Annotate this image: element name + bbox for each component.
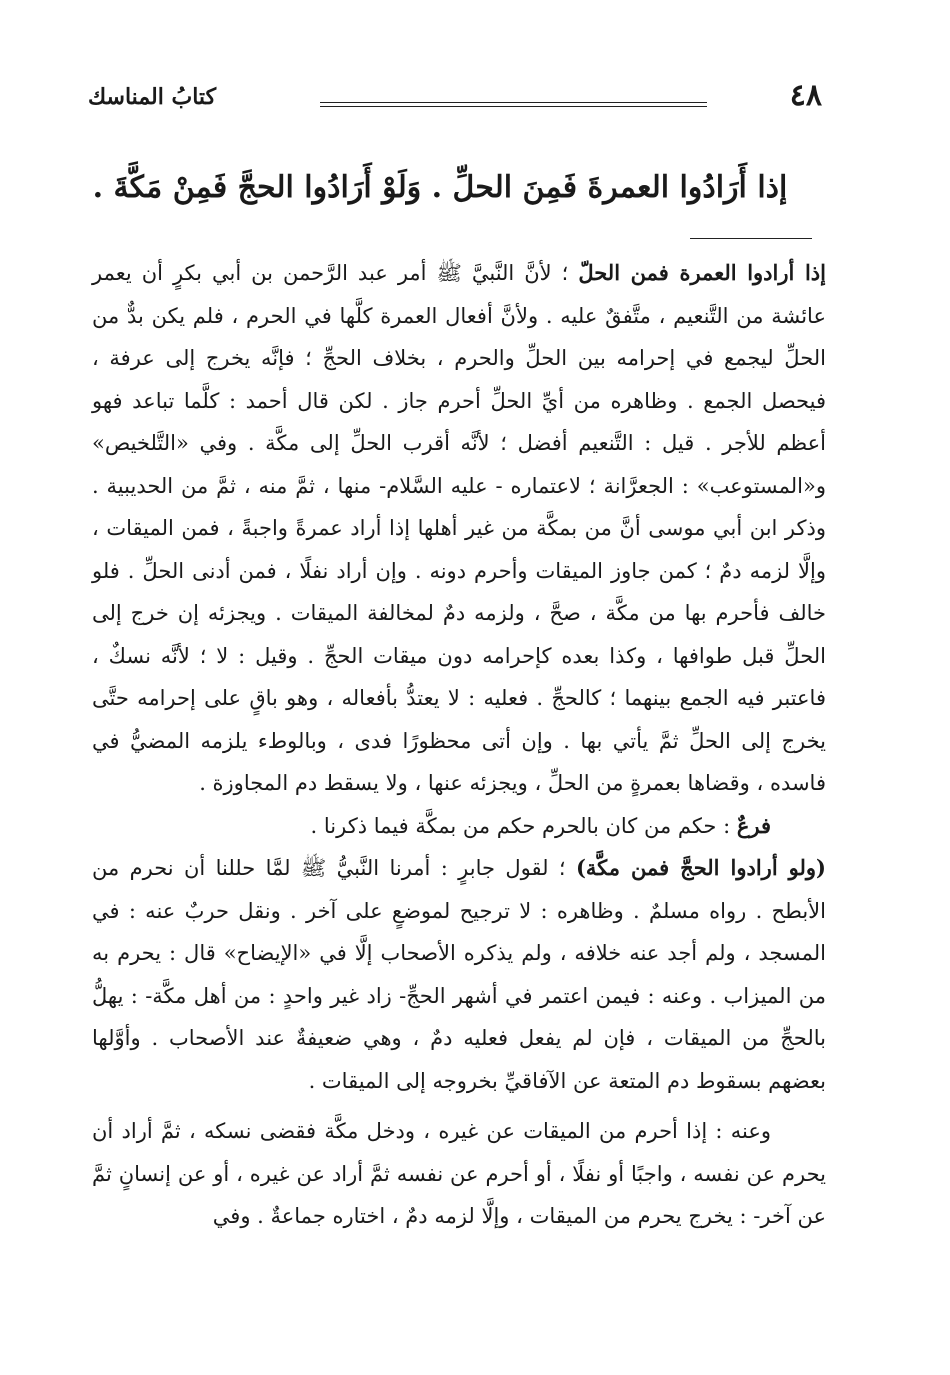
lemma-hajj: (ولو أرادوا الحجَّ فمن مكَّة) [575,855,826,880]
paragraph-wa-anhu [92,1110,826,1238]
commentary-body [92,252,826,1238]
paragraph-text: : حكم من كان بالحرم حكم من بمكَّة فيما ذكرنا . [310,813,737,838]
lemma-umrah: إذا أرادوا العمرة فمن الحلّ [578,260,826,285]
running-title: كتابُ المناسك [88,84,217,110]
matn-text: إذا أَرَادُوا العمرةَ فَمِنَ الحلِّ . وَلَوْ أَرَادُوا الحجَّ فَمِنْ مَكَّةَ . [92,170,788,205]
paragraph-text: وعنه : إذا أحرم من الميقات عن غيره ، ودخل مكَّة فقضى نسكه ، ثمَّ أراد أن يحرم عن نفسه ، واجبًا أو نفلًا ، أو أحرم عن نفسه ثمَّ أراد عن غيره ، أو عن إنسانٍ ثمَّ عن آخر- : يخرج يحرم من الميقات ، وإلَّا لزمه دمٌ ، اختاره جماعةٌ . وفي [92,1119,826,1228]
matn-separator [690,238,812,239]
lemma-far: فرعٌ [736,812,771,838]
header-rule [320,102,707,107]
paragraph-hajj [92,847,826,1102]
paragraph-far [92,805,826,848]
paragraph-text: ؛ لقول جابرٍ : أمرنا النَّبيُّ ﷺ لمَّا حللنا أن نحرم من الأبطح . رواه مسلمٌ . وظاهره : لا ترجيح لموضعٍ على آخر . ونقل حربٌ عنه : في المسجد ، ولم أجد عنه خلافه ، ولم يذكره الأصحاب إلَّا في «الإيضاح» قال : يحرم به من الميزاب . وعنه : فيمن اعتمر في أشهر الحجِّ- زاد غير واحدٍ : من أهل مكَّة- : يهلُّ بالحجِّ من الميقات ، فإن لم يفعل فعليه دمٌ ، وهي ضعيفةٌ عند الأصحاب . وأوَّلها بعضهم بسقوط دم المتعة عن الآفاقيِّ بخروجه إلى الميقات . [92,856,826,1093]
page-number: ٤٨ [789,78,822,113]
paragraph-text: ؛ لأنَّ النَّبيَّ ﷺ أمر عبد الرَّحمن بن أبي بكرٍ أن يعمر عائشة من التَّنعيم ، متَّفقٌ عليه . ولأنَّ أفعال العمرة كلَّها في الحرم ، فلم يكن بدٌّ من الحلِّ ليجمع في إحرامه بين الحلِّ والحرم ، بخلاف الحجِّ ؛ فإنَّه يخرج إلى عرفة ، فيحصل الجمع . وظاهره من أيِّ الحلِّ أحرم جاز . لكن قال أحمد : كلَّما تباعد فهو أعظم للأجر . قيل : التَّنعيم أفضل ؛ لأنَّه أقرب الحلِّ إلى مكَّة . وفي «التَّلخيص» و«المستوعب» : الجعرَّانة ؛ لاعتماره - عليه السَّلام- منها ، ثمَّ منه ، ثمَّ من الحديبية . وذكر ابن أبي موسى أنَّ من بمكَّة من غير أهلها إذا أراد عمرةً واجبةً ، فمن الميقات ، وإلَّا لزمه دمٌ ؛ كمن جاوز الميقات وأحرم دونه . وإن أراد نفلًا ، فمن أدنى الحلِّ . فلو خالف فأحرم بها من مكَّة ، صحَّ ، ولزمه دمٌ لمخالفة الميقات . ويجزئه إن خرج إلى الحلِّ قبل طوافها ، وكذا بعده كإحرامه دون ميقات الحجِّ . وقيل : لا ؛ لأنَّه نسكٌ ، فاعتبر فيه الجمع بينهما ؛ كالحجِّ . فعليه : لا يعتدُّ بأفعاله ، وهو باقٍ على إحرامه حتَّى يخرج إلى الحلِّ ثمَّ يأتي بها . وإن أتى محظورًا فدى ، وبالوطء يلزمه المضيُّ في فاسده ، وقضاها بعمرةٍ من الحلِّ ، ويجزئه عنها ، ولا يسقط دم المجاوزة . [92,261,826,795]
paragraph-umrah [92,252,826,805]
running-header [88,78,822,118]
